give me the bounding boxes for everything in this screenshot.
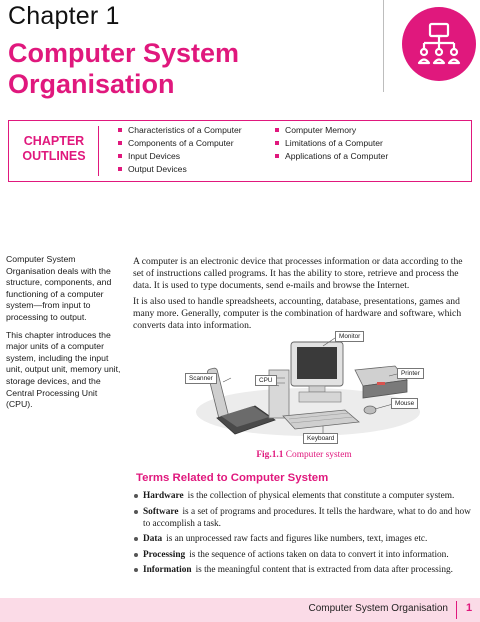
outline-item: Limitations of a Computer — [275, 137, 388, 150]
terms-list — [133, 490, 477, 580]
monitor-label: Monitor — [335, 331, 364, 342]
header-divider — [383, 0, 384, 92]
chapter-outlines-heading: CHAPTER OUTLINES — [22, 134, 86, 163]
page-number: 1 — [465, 602, 473, 614]
footer-divider — [456, 601, 457, 619]
computer-system-illustration — [183, 330, 423, 446]
intro-paragraph-2: It is also used to handle spreadsheets, accounting, database, presentations, games and many more. Generally, computer is the combination of hardware and software, which converts data into information. — [133, 296, 462, 332]
computer-system-figure — [183, 330, 423, 446]
term-item: Processing is the sequence of actions taken on data to convert it into information. — [133, 549, 477, 561]
footer-title: Computer System Organisation — [308, 603, 448, 614]
term-item: Hardware is the collection of physical elements that constitute a computer system. — [133, 490, 477, 502]
outline-item: Output Devices — [118, 163, 242, 176]
mouse-icon — [364, 406, 376, 414]
printer-label: Printer — [397, 368, 424, 379]
cpu-label: CPU — [255, 375, 277, 386]
outline-item: Characteristics of a Computer — [118, 124, 242, 137]
outline-item: Applications of a Computer — [275, 150, 388, 163]
scanner-label: Scanner — [185, 373, 217, 384]
term-item: Data is an unprocessed raw facts and figures like numbers, text, images etc. — [133, 533, 477, 545]
keyboard-label: Keyboard — [303, 433, 338, 444]
chapter-title-line2: Organisation — [8, 69, 175, 99]
sidebar-paragraph: Computer System Organisation deals with the structure, components, and functioning of a computer system—from input to processing to output. — [6, 254, 112, 322]
outlines-divider — [98, 126, 99, 176]
outline-item: Computer Memory — [275, 124, 388, 137]
figure-caption: Fig.1.1 Computer system — [256, 450, 352, 460]
intro-paragraph: A computer is an electronic device that processes information or data according to the set of instructions called programs. It has the ability to store, retrieve and process the data. It is used to type documents, send e-mails and browse the Internet. — [133, 256, 463, 292]
outline-item: Components of a Computer — [118, 137, 242, 150]
sidebar-intro — [6, 254, 123, 417]
chapter-title — [8, 38, 368, 100]
term-item: Software is a set of programs and procedures. It tells the hardware, what to do and how to accomplish a task. — [133, 506, 477, 530]
mouse-label: Mouse — [391, 398, 418, 409]
terms-heading: Terms Related to Computer System — [136, 472, 329, 484]
outline-list-2 — [275, 124, 388, 163]
outline-item: Input Devices — [118, 150, 242, 163]
chapter-title-line1: Computer System — [8, 38, 240, 68]
term-item: Information is the meaningful content that is extracted from data after processing. — [133, 564, 477, 576]
monitor-icon — [291, 342, 343, 402]
sidebar-paragraph: This chapter introduces the major units of a computer system, including the input unit, output unit, memory unit, storage devices, and the Central Processing Unit (CPU). — [6, 329, 121, 410]
chapter-label: Chapter 1 — [8, 2, 120, 30]
outline-list-1 — [118, 124, 242, 176]
network-hierarchy-icon — [402, 7, 476, 81]
